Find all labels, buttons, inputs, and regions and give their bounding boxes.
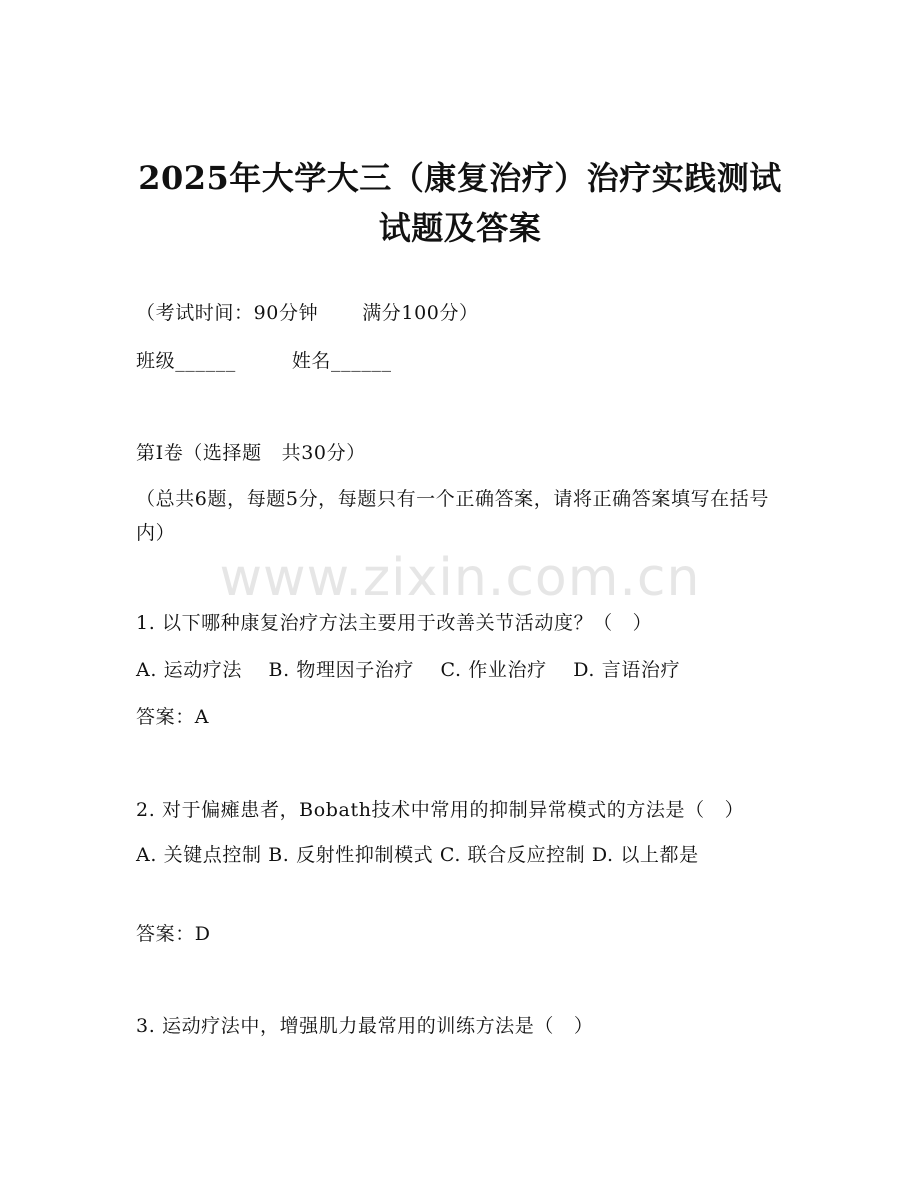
section-title: 第I卷（选择题 共30分） xyxy=(136,442,366,464)
question-1-answer: 答案：A xyxy=(136,706,210,728)
question-1-options: A. 运动疗法 B. 物理因子治疗 C. 作业治疗 D. 言语治疗 xyxy=(136,659,681,681)
question-1-stem: 1. 以下哪种康复治疗方法主要用于改善关节活动度？（ ） xyxy=(136,612,653,634)
name-field: 姓名______ xyxy=(291,350,392,372)
exam-info xyxy=(136,300,479,326)
question-3-stem: 3. 运动疗法中，增强肌力最常用的训练方法是（ ） xyxy=(136,1015,594,1037)
exam-full-score: 满分100分） xyxy=(362,302,479,324)
class-field: 班级______ xyxy=(136,350,236,372)
question-2-options: A. 关键点控制 B. 反射性抑制模式 C. 联合反应控制 D. 以上都是 xyxy=(136,844,699,866)
student-fields xyxy=(136,348,392,374)
document-title-line1: 2025年大学大三（康复治疗）治疗实践测试 xyxy=(138,159,782,197)
section-instructions: （总共6题，每题5分，每题只有一个正确答案，请将正确答案填写在括号内） xyxy=(136,488,769,544)
exam-time: （考试时间：90分钟 xyxy=(136,302,319,324)
document-title-line2: 试题及答案 xyxy=(378,209,542,247)
watermark: www.zixin.com.cn xyxy=(219,548,701,608)
question-2-stem: 2. 对于偏瘫患者，Bobath技术中常用的抑制异常模式的方法是（ ） xyxy=(136,799,745,821)
question-2-answer: 答案：D xyxy=(136,923,211,945)
